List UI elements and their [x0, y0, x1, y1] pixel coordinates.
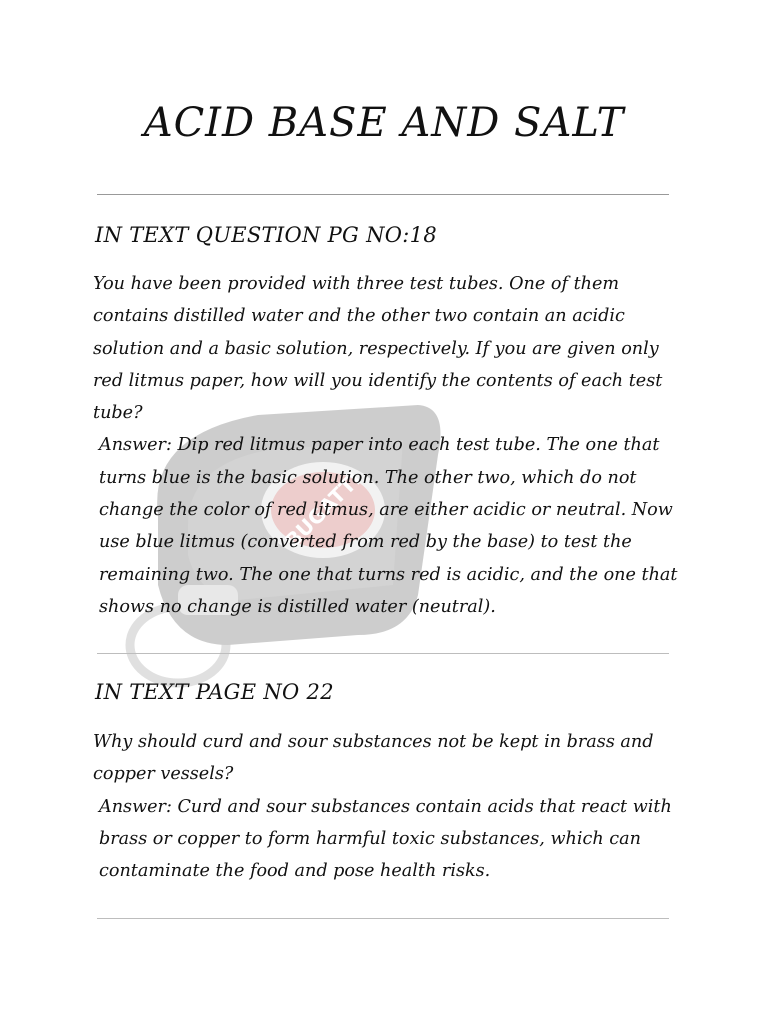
section-body — [93, 726, 679, 887]
question-text: You have been provided with three test tubes. One of them contains distilled water and the other two contain an acidic solution and a basic solution, respectively. If you are given only red litmus paper, how will you identify the contents of each test tube? — [93, 274, 663, 424]
question-text: Why should curd and sour substances not be kept in brass and copper vessels? — [93, 732, 654, 785]
divider — [97, 194, 669, 195]
divider — [97, 918, 669, 919]
section-heading: IN TEXT QUESTION PG NO:18 — [95, 223, 437, 247]
answer-text: Answer: Curd and sour substances contain acids that react with brass or copper to form harmful toxic substances, which can contaminate the food and pose health risks. — [99, 796, 672, 882]
page-title: ACID BASE AND SALT — [143, 100, 625, 146]
section-body — [93, 268, 679, 623]
watermark-badge-text: BUGATTI — [280, 467, 366, 553]
section-heading: IN TEXT PAGE NO 22 — [95, 680, 334, 704]
answer-text: Answer: Dip red litmus paper into each test tube. The one that turns blue is the basic solution. The other two, which do not change the color of red litmus, are either acidic or neutral. Now use blue litmus (converted from red by the base) to test the remaining two. The one that turns red is acidic, and the one that shows no change is distilled water (neutral). — [99, 435, 678, 617]
divider — [97, 653, 669, 654]
